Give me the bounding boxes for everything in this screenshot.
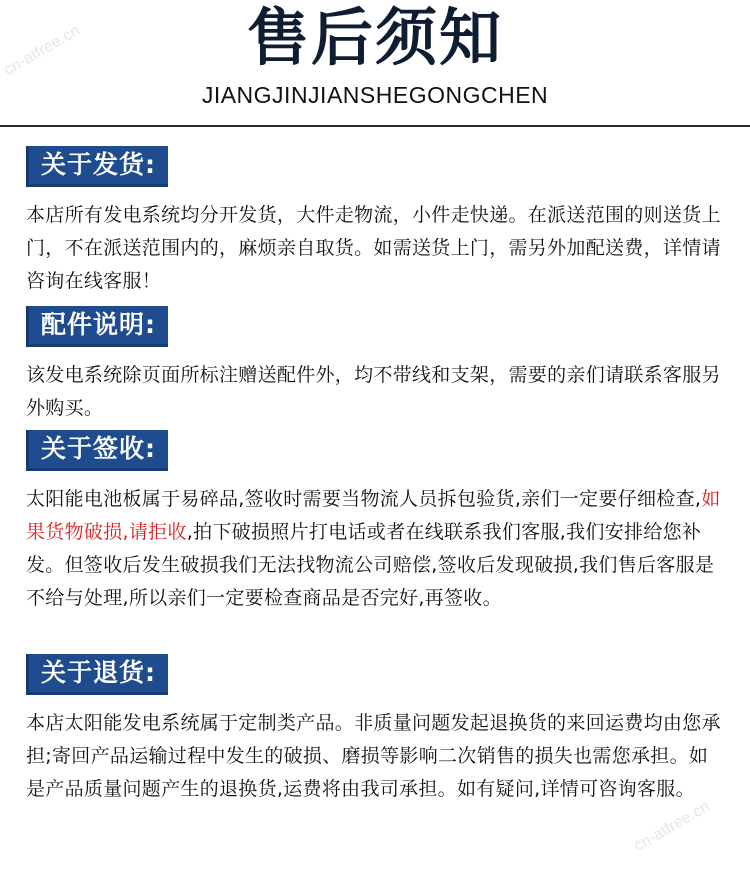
section-shipping [26, 146, 726, 298]
watermark: cn-atfree.cn [631, 798, 713, 856]
section-text-shipping: 本店所有发电系统均分开发货，大件走物流，小件走快递。在派送范围的则送货上门，不在派送范围内的，麻烦亲自取货。如需送货上门，需另外加配送费，详情请咨询在线客服！ [26, 204, 721, 292]
section-text-returns: 本店太阳能发电系统属于定制类产品。非质量问题发起退换货的来回运费均由您承担;寄回产品运输过程中发生的破损、磨损等影响二次销售的损失也需您承担。如是产品质量问题产生的退换货,运费将由我司承担。如有疑问,详情可咨询客服。 [26, 712, 721, 800]
header-divider [0, 125, 750, 127]
page-subtitle: JIANGJINJIANSHEGONGCHEN [201, 82, 549, 108]
page-title: 售后须知 [246, 1, 503, 74]
section-heading-accessories: 配件说明: [26, 306, 168, 347]
receipt-text-before: 太阳能电池板属于易碎品,签收时需要当物流人员拆包验货,亲们一定要仔细检查, [26, 488, 702, 510]
section-receipt [26, 430, 726, 615]
receipt-warning-highlight: 如果货物破损,请拒收 [26, 488, 721, 543]
section-heading-shipping: 关于发货: [26, 146, 168, 187]
section-text-accessories: 该发电系统除页面所标注赠送配件外，均不带线和支架，需要的亲们请联系客服另外购买。 [26, 364, 721, 419]
section-returns [26, 654, 726, 806]
watermark: cn-atfree.cn [1, 22, 83, 80]
section-accessories [26, 306, 726, 425]
section-heading-receipt: 关于签收: [26, 430, 168, 471]
section-heading-returns: 关于退货: [26, 654, 168, 695]
section-text-receipt [26, 483, 726, 615]
receipt-text-after: ,拍下破损照片打电话或者在线联系我们客服,我们安排给您补发。但签收后发生破损我们无法找物流公司赔偿,签收后发现破损,我们售后客服是不给与处理,所以亲们一定要检查商品是否完好,再签收。 [26, 521, 715, 609]
